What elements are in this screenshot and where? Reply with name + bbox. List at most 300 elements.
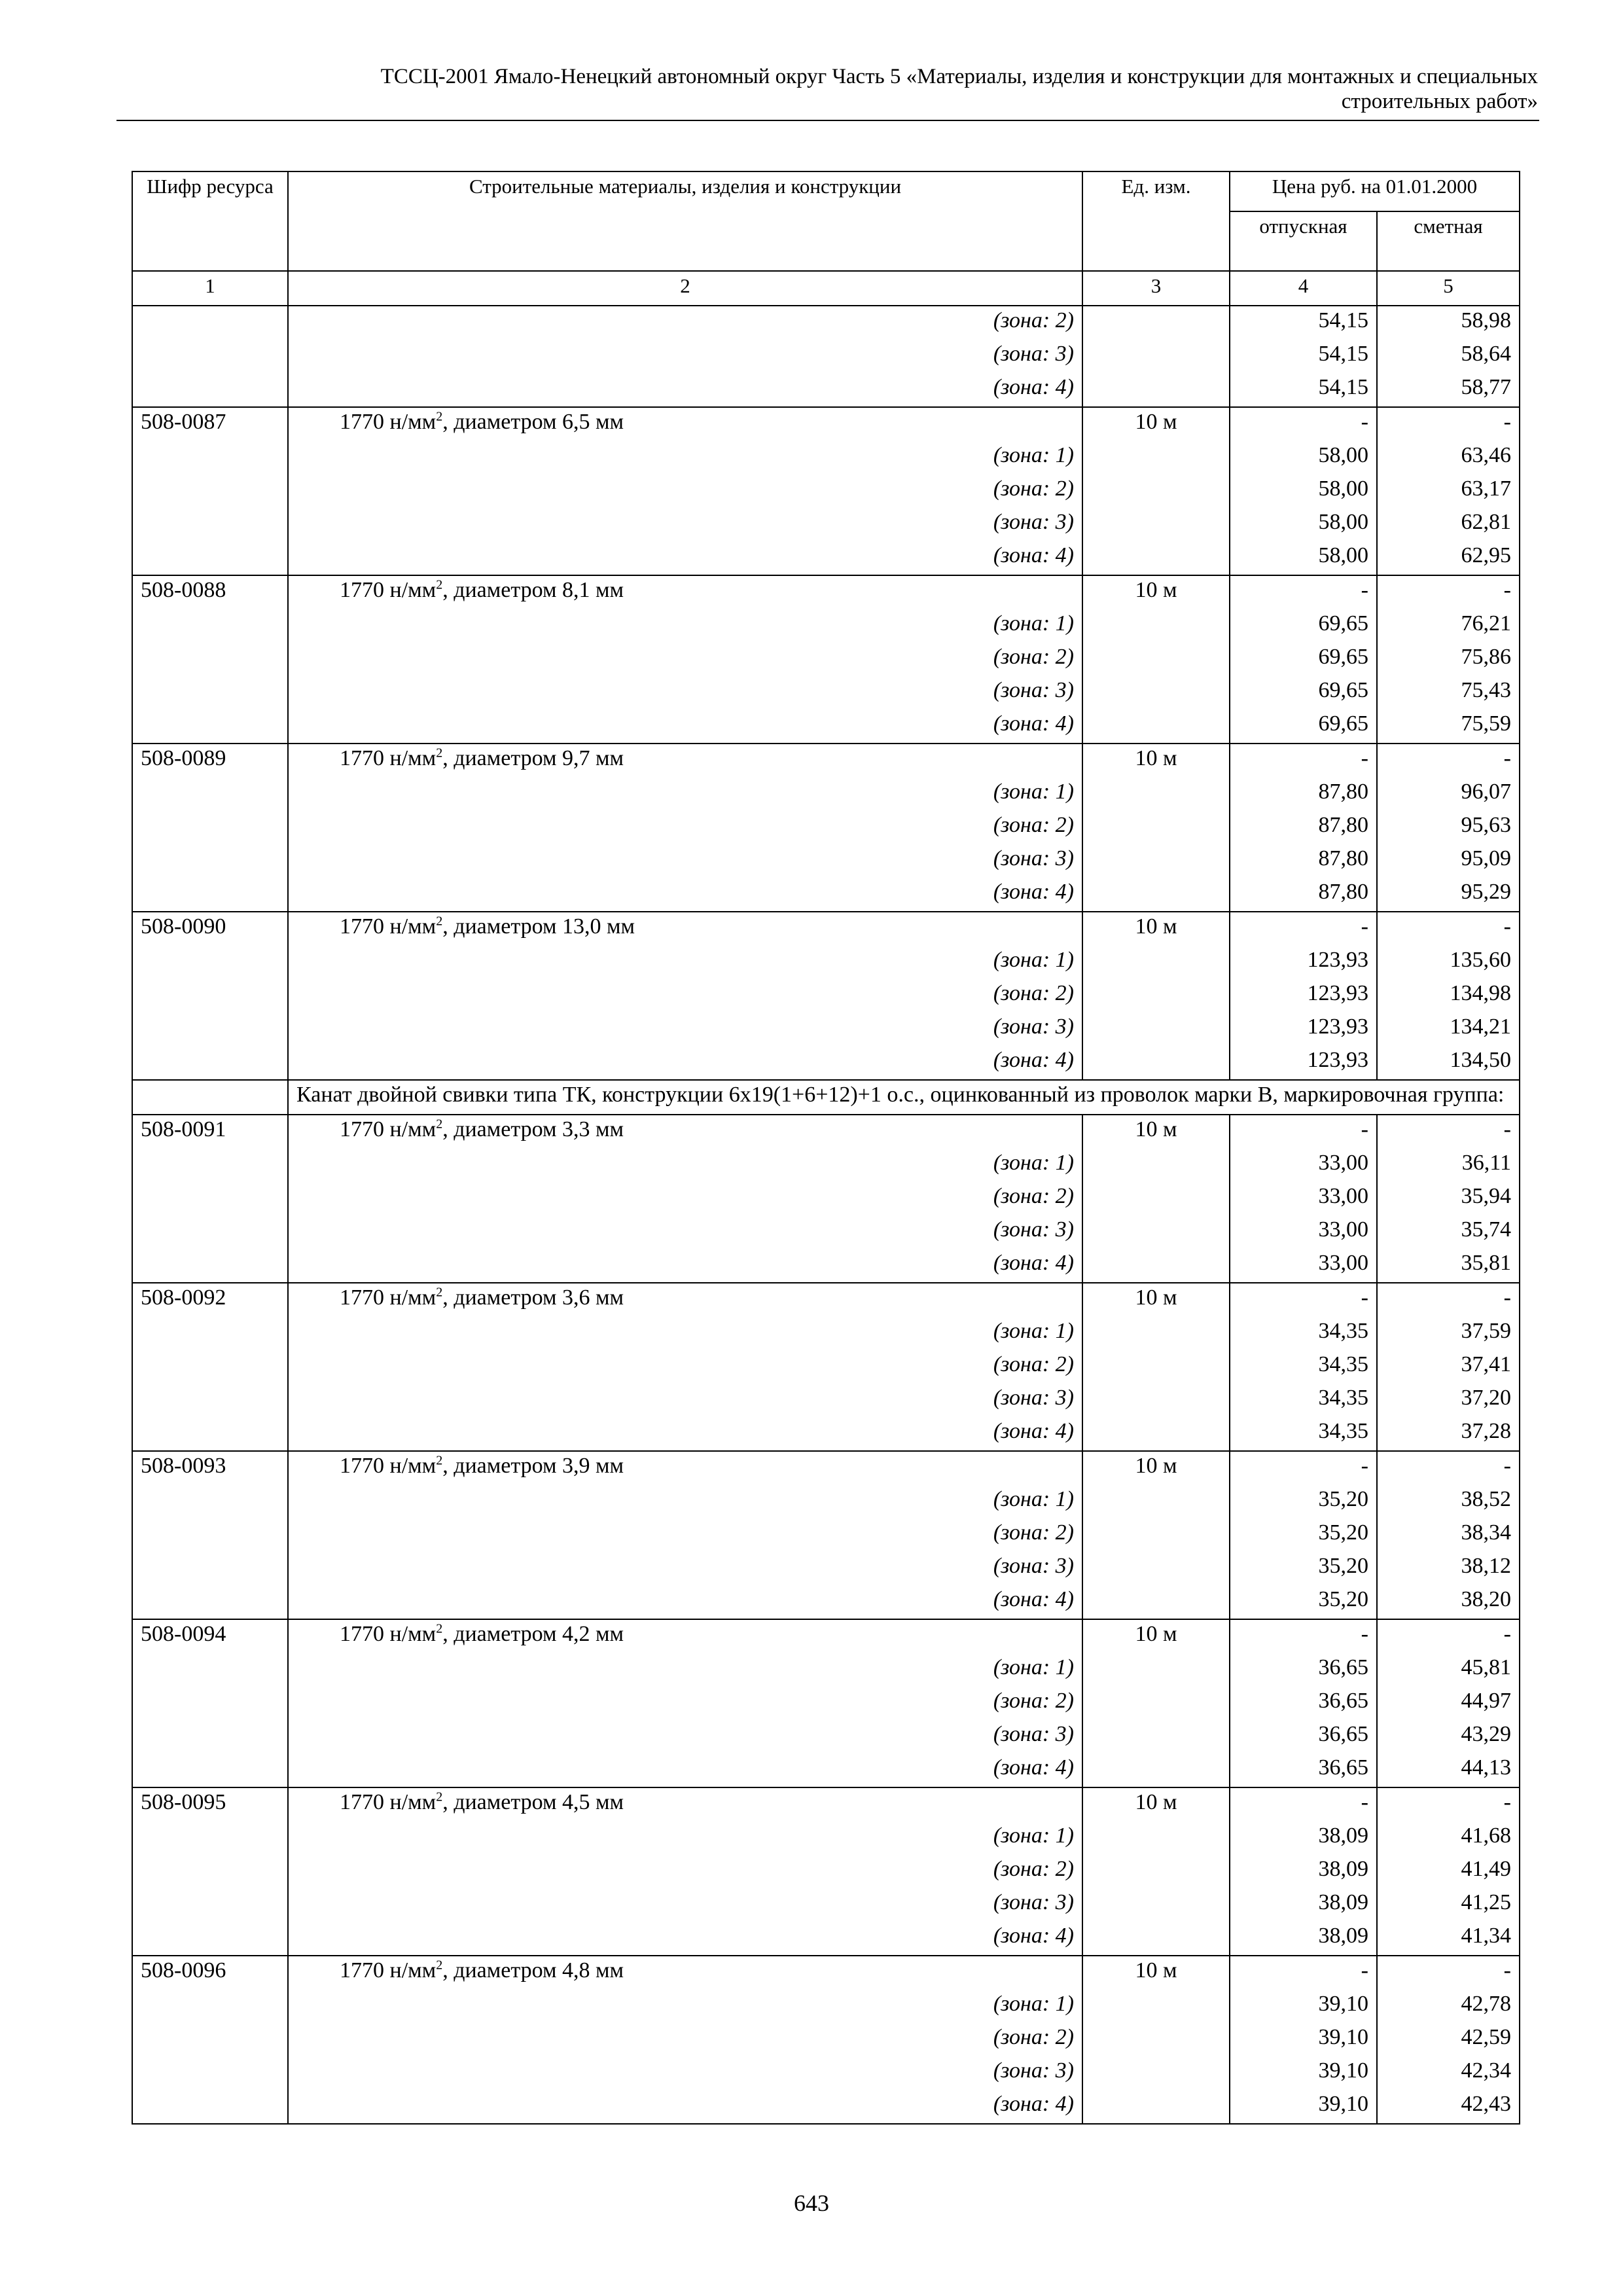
zone-label: (зона: 1) (288, 1653, 1082, 1687)
unit-cell (1082, 676, 1230, 709)
zone-row (132, 1687, 1520, 1720)
zone-row (132, 609, 1520, 643)
estimate-price: - (1377, 1956, 1520, 1990)
estimate-price: 95,09 (1377, 844, 1520, 878)
superscript: 2 (436, 1789, 443, 1804)
description-text: 1770 н/мм (340, 578, 437, 602)
zone-row (132, 1585, 1520, 1619)
estimate-price: 62,81 (1377, 508, 1520, 541)
item-description (288, 575, 1082, 609)
description-text: 1770 н/мм (340, 1622, 437, 1646)
unit-cell (1082, 609, 1230, 643)
item-description (288, 1283, 1082, 1317)
resource-code-cell (132, 811, 288, 844)
unit-cell (1082, 2056, 1230, 2090)
estimate-price: 58,77 (1377, 373, 1520, 407)
zone-label: (зона: 3) (288, 2056, 1082, 2090)
release-price: 33,00 (1230, 1215, 1377, 1249)
item-row (132, 407, 1520, 441)
header-line-2: строительных работ» (1341, 90, 1538, 113)
zone-label: (зона: 1) (288, 609, 1082, 643)
resource-code-cell (132, 1013, 288, 1046)
description-text: 1770 н/мм (340, 1958, 437, 1982)
zone-label: (зона: 3) (288, 508, 1082, 541)
estimate-price: 41,68 (1377, 1821, 1520, 1855)
zone-row (132, 979, 1520, 1013)
zone-row (132, 1249, 1520, 1283)
item-row (132, 1956, 1520, 1990)
description-text: , диаметром 3,3 мм (442, 1117, 624, 1141)
zone-row (132, 2090, 1520, 2124)
estimate-price: - (1377, 1451, 1520, 1485)
unit-cell (1082, 979, 1230, 1013)
unit-cell (1082, 306, 1230, 340)
zone-row (132, 306, 1520, 340)
resource-code: 508-0087 (132, 407, 288, 441)
superscript: 2 (436, 745, 443, 761)
zone-row (132, 1013, 1520, 1046)
zone-row (132, 340, 1520, 373)
zone-row (132, 1720, 1520, 1753)
resource-code-cell (132, 609, 288, 643)
resource-code-cell (132, 1046, 288, 1080)
zone-label: (зона: 2) (288, 811, 1082, 844)
item-row (132, 1619, 1520, 1653)
zone-row (132, 1215, 1520, 1249)
release-price: 123,93 (1230, 1046, 1377, 1080)
release-price: 69,65 (1230, 676, 1377, 709)
unit-cell (1082, 778, 1230, 811)
resource-code: 508-0096 (132, 1956, 288, 1990)
description-text: 1770 н/мм (340, 1285, 437, 1310)
unit-cell (1082, 1753, 1230, 1787)
zone-label: (зона: 4) (288, 878, 1082, 912)
unit-cell (1082, 1552, 1230, 1585)
unit-cell (1082, 1149, 1230, 1182)
release-price: 38,09 (1230, 1922, 1377, 1956)
description-text: 1770 н/мм (340, 410, 437, 434)
estimate-price: 35,74 (1377, 1215, 1520, 1249)
estimate-price: 58,98 (1377, 306, 1520, 340)
zone-row (132, 1384, 1520, 1417)
zone-label: (зона: 3) (288, 1888, 1082, 1922)
zone-row (132, 475, 1520, 508)
release-price: - (1230, 744, 1377, 778)
resource-code-cell (132, 1485, 288, 1518)
description-text: 1770 н/мм (340, 914, 437, 939)
resource-code-cell (132, 1821, 288, 1855)
zone-label: (зона: 4) (288, 541, 1082, 575)
zone-label: (зона: 2) (288, 979, 1082, 1013)
zone-row (132, 1350, 1520, 1384)
estimate-price: - (1377, 1115, 1520, 1149)
unit-cell (1082, 811, 1230, 844)
resource-code-cell (132, 1888, 288, 1922)
item-row (132, 1787, 1520, 1821)
release-price: 58,00 (1230, 441, 1377, 475)
group-heading: Канат двойной свивки типа ТК, конструкции 6х19(1+6+12)+1 о.с., оцинкованный из проволок марки В, маркировочная группа: (288, 1080, 1520, 1115)
item-row (132, 912, 1520, 946)
unit-cell (1082, 441, 1230, 475)
column-number: 4 (1230, 271, 1377, 306)
estimate-price: - (1377, 1787, 1520, 1821)
unit-cell (1082, 844, 1230, 878)
release-price: 69,65 (1230, 609, 1377, 643)
zone-row (132, 2023, 1520, 2056)
col-header-unit: Ед. изм. (1082, 171, 1230, 271)
unit-cell (1082, 1687, 1230, 1720)
description-text: 1770 н/мм (340, 1790, 437, 1814)
item-row (132, 575, 1520, 609)
release-price: - (1230, 1451, 1377, 1485)
column-number-row (132, 271, 1520, 306)
release-price: 34,35 (1230, 1384, 1377, 1417)
estimate-price: - (1377, 1619, 1520, 1653)
release-price: 87,80 (1230, 811, 1377, 844)
resource-code-cell (132, 1990, 288, 2023)
estimate-price: 42,34 (1377, 2056, 1520, 2090)
release-price: 87,80 (1230, 878, 1377, 912)
release-price: 123,93 (1230, 1013, 1377, 1046)
zone-label: (зона: 1) (288, 1990, 1082, 2023)
estimate-price: 95,29 (1377, 878, 1520, 912)
page-number: 643 (794, 2190, 829, 2216)
estimate-price: 95,63 (1377, 811, 1520, 844)
unit-cell (1082, 1855, 1230, 1888)
zone-row (132, 946, 1520, 979)
zone-label: (зона: 3) (288, 676, 1082, 709)
description-text: , диаметром 6,5 мм (442, 410, 624, 434)
estimate-price: 35,81 (1377, 1249, 1520, 1283)
zone-row (132, 1317, 1520, 1350)
zone-label: (зона: 2) (288, 1182, 1082, 1215)
estimate-price: 75,59 (1377, 709, 1520, 744)
description-text: , диаметром 3,9 мм (442, 1454, 624, 1478)
resource-code-cell (132, 1080, 288, 1115)
zone-label: (зона: 3) (288, 1720, 1082, 1753)
resource-code-cell (132, 676, 288, 709)
unit-cell (1082, 1990, 1230, 2023)
estimate-price: - (1377, 744, 1520, 778)
release-price: 39,10 (1230, 2023, 1377, 2056)
release-price: 87,80 (1230, 844, 1377, 878)
unit-cell (1082, 2023, 1230, 2056)
unit: 10 м (1082, 1451, 1230, 1485)
zone-row (132, 1653, 1520, 1687)
resource-code: 508-0095 (132, 1787, 288, 1821)
description-text: , диаметром 8,1 мм (442, 578, 624, 602)
release-price: 54,15 (1230, 306, 1377, 340)
resource-code-cell (132, 844, 288, 878)
release-price: 58,00 (1230, 541, 1377, 575)
zone-label: (зона: 1) (288, 1821, 1082, 1855)
release-price: 58,00 (1230, 475, 1377, 508)
item-description (288, 912, 1082, 946)
estimate-price: 35,94 (1377, 1182, 1520, 1215)
resource-code-cell (132, 1317, 288, 1350)
zone-row (132, 541, 1520, 575)
resource-code: 508-0090 (132, 912, 288, 946)
description-text: 1770 н/мм (340, 746, 437, 770)
zone-row (132, 1753, 1520, 1787)
description-text: , диаметром 4,8 мм (442, 1958, 624, 1982)
header-divider (116, 120, 1539, 121)
unit-cell (1082, 541, 1230, 575)
item-row (132, 744, 1520, 778)
unit-cell (1082, 709, 1230, 744)
zone-label: (зона: 2) (288, 306, 1082, 340)
item-description (288, 1956, 1082, 1990)
estimate-price: 37,41 (1377, 1350, 1520, 1384)
item-description (288, 1787, 1082, 1821)
estimate-price: - (1377, 575, 1520, 609)
unit: 10 м (1082, 1619, 1230, 1653)
zone-label: (зона: 1) (288, 1317, 1082, 1350)
unit: 10 м (1082, 1283, 1230, 1317)
release-price: 36,65 (1230, 1720, 1377, 1753)
estimate-price: 43,29 (1377, 1720, 1520, 1753)
zone-label: (зона: 2) (288, 1350, 1082, 1384)
estimate-price: 38,34 (1377, 1518, 1520, 1552)
zone-label: (зона: 1) (288, 778, 1082, 811)
zone-row (132, 1046, 1520, 1080)
price-table-body (132, 171, 1520, 2124)
item-row (132, 1451, 1520, 1485)
zone-label: (зона: 4) (288, 1922, 1082, 1956)
zone-row (132, 1149, 1520, 1182)
zone-label: (зона: 4) (288, 373, 1082, 407)
zone-row (132, 2056, 1520, 2090)
release-price: - (1230, 1787, 1377, 1821)
description-text: 1770 н/мм (340, 1117, 437, 1141)
zone-row (132, 1855, 1520, 1888)
release-price: 34,35 (1230, 1350, 1377, 1384)
unit: 10 м (1082, 1787, 1230, 1821)
estimate-price: - (1377, 407, 1520, 441)
zone-row (132, 1821, 1520, 1855)
zone-label: (зона: 2) (288, 2023, 1082, 2056)
zone-label: (зона: 1) (288, 441, 1082, 475)
zone-row (132, 1552, 1520, 1585)
unit-cell (1082, 1585, 1230, 1619)
resource-code: 508-0093 (132, 1451, 288, 1485)
estimate-price: 41,25 (1377, 1888, 1520, 1922)
resource-code: 508-0091 (132, 1115, 288, 1149)
estimate-price: 41,49 (1377, 1855, 1520, 1888)
resource-code-cell (132, 373, 288, 407)
estimate-price: 63,17 (1377, 475, 1520, 508)
release-price: 39,10 (1230, 2056, 1377, 2090)
estimate-price: 37,20 (1377, 1384, 1520, 1417)
unit: 10 м (1082, 1115, 1230, 1149)
unit: 10 м (1082, 1956, 1230, 1990)
zone-row (132, 1182, 1520, 1215)
zone-label: (зона: 2) (288, 1855, 1082, 1888)
estimate-price: 41,34 (1377, 1922, 1520, 1956)
resource-code-cell (132, 1518, 288, 1552)
estimate-price: 45,81 (1377, 1653, 1520, 1687)
description-text: , диаметром 3,6 мм (442, 1285, 624, 1310)
unit-cell (1082, 1046, 1230, 1080)
zone-label: (зона: 4) (288, 1585, 1082, 1619)
resource-code: 508-0092 (132, 1283, 288, 1317)
resource-code-cell (132, 643, 288, 676)
unit-cell (1082, 1013, 1230, 1046)
unit: 10 м (1082, 912, 1230, 946)
zone-label: (зона: 3) (288, 340, 1082, 373)
unit-cell (1082, 1317, 1230, 1350)
item-description (288, 1619, 1082, 1653)
resource-code-cell (132, 1249, 288, 1283)
estimate-price: 38,52 (1377, 1485, 1520, 1518)
item-row (132, 1115, 1520, 1149)
zone-row (132, 676, 1520, 709)
unit-cell (1082, 1720, 1230, 1753)
release-price: 38,09 (1230, 1821, 1377, 1855)
zone-row (132, 811, 1520, 844)
unit-cell (1082, 643, 1230, 676)
resource-code-cell (132, 778, 288, 811)
zone-label: (зона: 1) (288, 946, 1082, 979)
release-price: - (1230, 1956, 1377, 1990)
estimate-price: 75,86 (1377, 643, 1520, 676)
unit: 10 м (1082, 744, 1230, 778)
resource-code-cell (132, 306, 288, 340)
zone-label: (зона: 1) (288, 1149, 1082, 1182)
zone-row (132, 373, 1520, 407)
column-number: 1 (132, 271, 288, 306)
unit-cell (1082, 1485, 1230, 1518)
price-table (132, 171, 1520, 2125)
zone-row (132, 643, 1520, 676)
unit-cell (1082, 1922, 1230, 1956)
release-price: 33,00 (1230, 1182, 1377, 1215)
column-number: 5 (1377, 271, 1520, 306)
zone-row (132, 709, 1520, 744)
release-price: 34,35 (1230, 1317, 1377, 1350)
release-price: 35,20 (1230, 1552, 1377, 1585)
resource-code-cell (132, 1417, 288, 1451)
unit-cell (1082, 878, 1230, 912)
zone-row (132, 1888, 1520, 1922)
estimate-price: 135,60 (1377, 946, 1520, 979)
estimate-price: 44,97 (1377, 1687, 1520, 1720)
table-header-row (132, 171, 1520, 211)
zone-row (132, 778, 1520, 811)
release-price: 58,00 (1230, 508, 1377, 541)
estimate-price: 38,20 (1377, 1585, 1520, 1619)
resource-code-cell (132, 508, 288, 541)
description-text: , диаметром 13,0 мм (442, 914, 635, 939)
resource-code: 508-0094 (132, 1619, 288, 1653)
unit-cell (1082, 1417, 1230, 1451)
release-price: 36,65 (1230, 1687, 1377, 1720)
resource-code-cell (132, 1753, 288, 1787)
zone-label: (зона: 4) (288, 709, 1082, 744)
resource-code-cell (132, 541, 288, 575)
zone-row (132, 1518, 1520, 1552)
zone-row (132, 1922, 1520, 1956)
zone-row (132, 1485, 1520, 1518)
zone-label: (зона: 4) (288, 1046, 1082, 1080)
unit-cell (1082, 1384, 1230, 1417)
release-price: 35,20 (1230, 1585, 1377, 1619)
unit-cell (1082, 1653, 1230, 1687)
release-price: - (1230, 407, 1377, 441)
unit-cell (1082, 1821, 1230, 1855)
resource-code: 508-0088 (132, 575, 288, 609)
release-price: - (1230, 1619, 1377, 1653)
release-price: 123,93 (1230, 946, 1377, 979)
resource-code-cell (132, 1384, 288, 1417)
estimate-price: 44,13 (1377, 1753, 1520, 1787)
unit-cell (1082, 1182, 1230, 1215)
page-header (116, 64, 1538, 114)
estimate-price: 63,46 (1377, 441, 1520, 475)
col-header-name: Строительные материалы, изделия и конструкции (288, 171, 1082, 271)
estimate-price: 37,28 (1377, 1417, 1520, 1451)
item-description (288, 1115, 1082, 1149)
estimate-price: 42,78 (1377, 1990, 1520, 2023)
estimate-price: 96,07 (1377, 778, 1520, 811)
zone-label: (зона: 2) (288, 475, 1082, 508)
zone-row (132, 508, 1520, 541)
zone-label: (зона: 4) (288, 1753, 1082, 1787)
resource-code-cell (132, 1350, 288, 1384)
unit-cell (1082, 1888, 1230, 1922)
unit-cell (1082, 475, 1230, 508)
estimate-price: - (1377, 912, 1520, 946)
release-price: 54,15 (1230, 373, 1377, 407)
resource-code-cell (132, 1149, 288, 1182)
release-price: 69,65 (1230, 709, 1377, 744)
release-price: 39,10 (1230, 2090, 1377, 2124)
unit: 10 м (1082, 575, 1230, 609)
unit-cell (1082, 946, 1230, 979)
resource-code-cell (132, 878, 288, 912)
resource-code-cell (132, 1653, 288, 1687)
zone-label: (зона: 4) (288, 2090, 1082, 2124)
zone-label: (зона: 3) (288, 1384, 1082, 1417)
estimate-price: 62,95 (1377, 541, 1520, 575)
unit-cell (1082, 1215, 1230, 1249)
zone-label: (зона: 3) (288, 1013, 1082, 1046)
zone-label: (зона: 4) (288, 1249, 1082, 1283)
unit-cell (1082, 1249, 1230, 1283)
zone-label: (зона: 4) (288, 1417, 1082, 1451)
release-price: 33,00 (1230, 1249, 1377, 1283)
release-price: 36,65 (1230, 1753, 1377, 1787)
resource-code-cell (132, 1720, 288, 1753)
unit-cell (1082, 508, 1230, 541)
superscript: 2 (436, 1958, 443, 1973)
zone-row (132, 844, 1520, 878)
estimate-price: 134,98 (1377, 979, 1520, 1013)
col-header-code: Шифр ресурса (132, 171, 288, 271)
release-price: 54,15 (1230, 340, 1377, 373)
estimate-price: 36,11 (1377, 1149, 1520, 1182)
item-description (288, 407, 1082, 441)
release-price: 69,65 (1230, 643, 1377, 676)
zone-label: (зона: 2) (288, 1518, 1082, 1552)
release-price: 123,93 (1230, 979, 1377, 1013)
unit-cell (1082, 1518, 1230, 1552)
unit-cell (1082, 2090, 1230, 2124)
zone-label: (зона: 3) (288, 844, 1082, 878)
description-text: , диаметром 4,5 мм (442, 1790, 624, 1814)
zone-row (132, 1990, 1520, 2023)
estimate-price: 134,50 (1377, 1046, 1520, 1080)
